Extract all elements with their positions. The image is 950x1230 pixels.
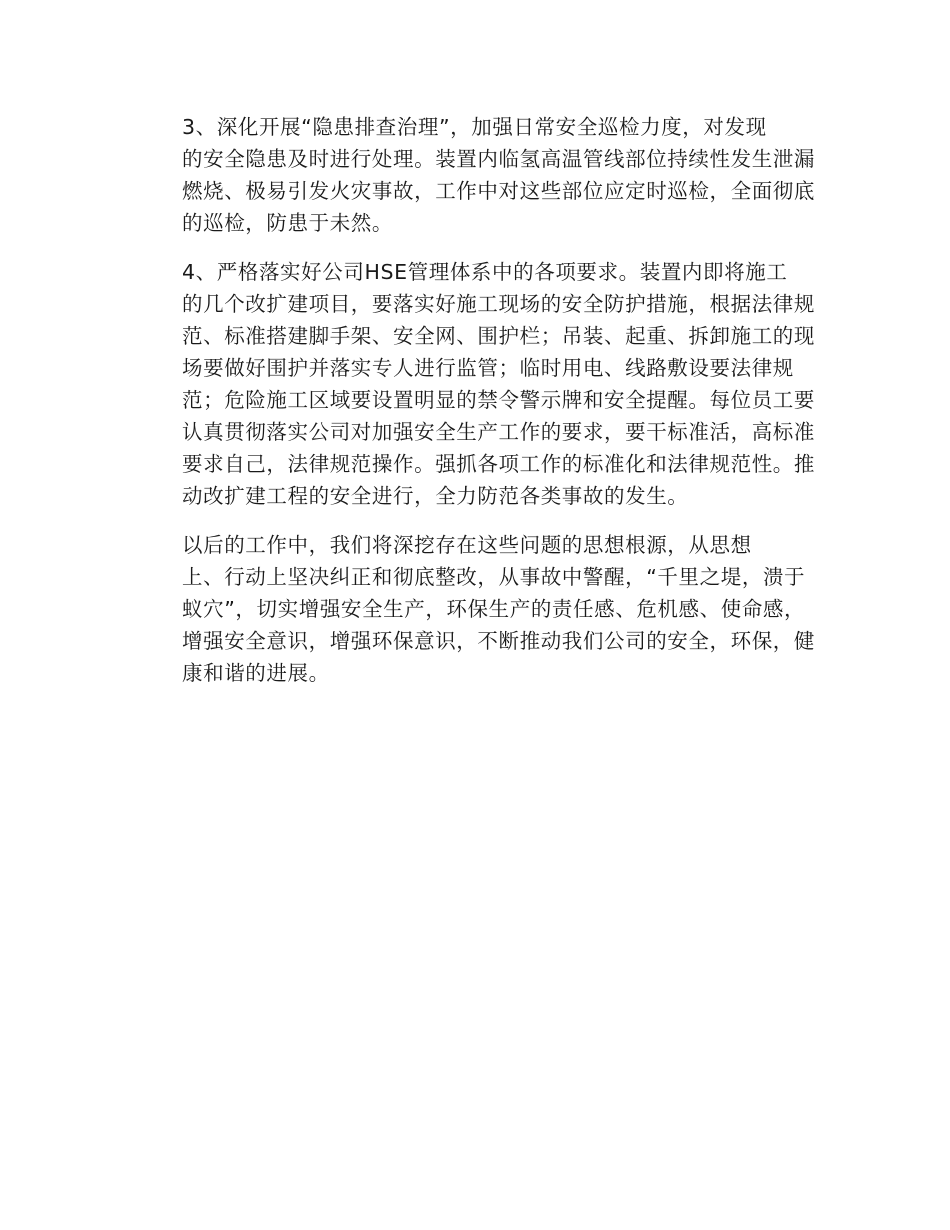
paragraph-line: 的巡检，防患于未然。 <box>182 211 393 235</box>
paragraph-line: 上、行动上坚决纠正和彻底整改，从事故中警醒，“千里之堤，溃于 <box>182 565 806 589</box>
paragraph-line: 要求自己，法律规范操作。强抓各项工作的标准化和法律规范性。推 <box>182 452 815 476</box>
paragraph-line: 燃烧、极易引发火灾事故，工作中对这些部位应定时巡检，全面彻底 <box>182 179 815 203</box>
paragraph-line: 范；危险施工区域要设置明显的禁令警示牌和安全提醒。每位员工要 <box>182 388 815 412</box>
paragraph-line: 动改扩建工程的安全进行，全力防范各类事故的发生。 <box>182 484 689 508</box>
paragraph-hse-requirements <box>141 256 815 512</box>
paragraph-line: 范、标准搭建脚手架、安全网、围护栏；吊装、起重、拆卸施工的现 <box>182 324 815 348</box>
paragraph-line: 3、深化开展“隐患排查治理”，加强日常安全巡检力度，对发现 <box>182 115 767 139</box>
paragraph-line: 场要做好围护并落实专人进行监管；临时用电、线路敷设要法律规 <box>182 356 794 380</box>
paragraph-line: 的安全隐患及时进行处理。装置内临氢高温管线部位持续性发生泄漏 <box>182 147 815 171</box>
paragraph-hidden-danger-inspection <box>141 111 815 239</box>
paragraph-conclusion <box>141 529 815 689</box>
paragraph-line: 增强安全意识，增强环保意识，不断推动我们公司的安全，环保，健 <box>182 629 815 653</box>
paragraph-line: 4、严格落实好公司HSE管理体系中的各项要求。装置内即将施工 <box>182 260 788 284</box>
paragraph-line: 的几个改扩建项目，要落实好施工现场的安全防护措施，根据法律规 <box>182 292 815 316</box>
paragraph-line: 以后的工作中，我们将深挖存在这些问题的思想根源，从思想 <box>182 533 752 557</box>
document-body <box>141 111 815 706</box>
paragraph-line: 康和谐的进展。 <box>182 661 330 685</box>
paragraph-line: 蚁穴”，切实增强安全生产，环保生产的责任感、危机感、使命感， <box>182 597 806 621</box>
paragraph-line: 认真贯彻落实公司对加强安全生产工作的要求，要干标准活，高标准 <box>182 420 815 444</box>
